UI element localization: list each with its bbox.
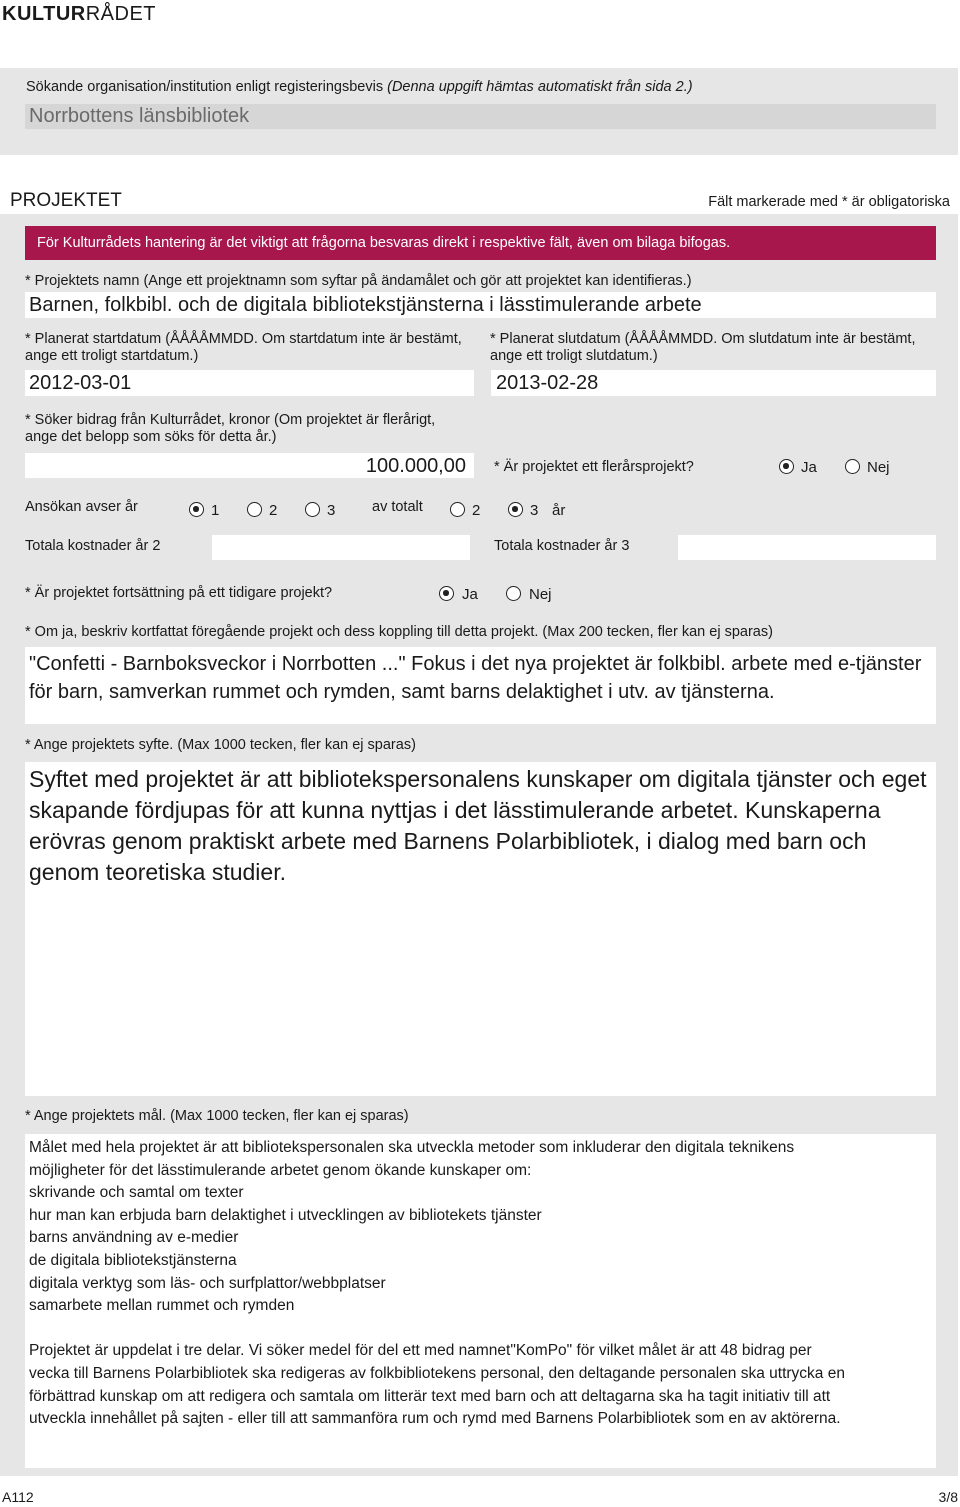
purpose-value: Syftet med projektet är att bibliotekspersonalens kunskaper om digitala tjänster och eget skapande fördjupas för att kunna nyttjas i det lässtimulerande arbetet. Kunskaperna erövras genom praktiskt arbete med Barnens Polarbibliotek, i dialog med barn och genom teoretiska studier.: [29, 766, 927, 885]
continuation-nej-label: Nej: [529, 586, 552, 603]
multiyear-nej-radio[interactable]: [845, 459, 860, 474]
goal-line: Målet med hela projektet är att bibliotekspersonalen ska utveckla metoder som inkluderar den digitala teknikens: [29, 1139, 795, 1156]
goal-text: [29, 1137, 934, 1431]
end-date-label: * Planerat slutdatum (ÅÅÅÅMMDD. Om slutdatum inte är bestämt, ange ett troligt slutdatum.): [490, 331, 916, 364]
goal-line: utveckla innehållet på sajten - eller till att sammanföra rum och rymd med Barnens Polarbibliotek som en av aktörerna.: [29, 1410, 841, 1428]
organisation-label-text: Sökande organisation/institution enligt registeringsbevis: [26, 79, 384, 95]
year-1-radio[interactable]: [189, 502, 204, 517]
cost-year3-label: Totala kostnader år 3: [494, 538, 630, 554]
organisation-label-note: (Denna uppgift hämtas automatiskt från sida 2.): [387, 79, 693, 95]
goal-line: samarbete mellan rummet och rymden: [29, 1297, 295, 1315]
goal-line: digitala verktyg som läs- och surfplattor/webbplatser: [29, 1274, 386, 1292]
goal-line: förbättrad kunskap om att redigera och samtala om litterär text med barn och att deltagarna ska ha tagit initiativ till att: [29, 1387, 831, 1405]
total-3-radio[interactable]: [508, 502, 523, 517]
purpose-label: * Ange projektets syfte. (Max 1000 tecken, fler kan ej sparas): [25, 737, 416, 753]
goal-line: vecka till Barnens Polarbibliotek ska redigeras av folkbibliotekens personal, den deltagande personalen ska uttrycka en: [29, 1364, 845, 1382]
info-banner: För Kulturrådets hantering är det viktigt att frågorna besvaras direkt i respektive fält, även om bilaga bifogas.: [25, 226, 936, 260]
continuation-ja-label: Ja: [462, 586, 478, 603]
total-years-label: av totalt: [372, 499, 423, 515]
multiyear-nej-label: Nej: [867, 459, 890, 476]
goal-line: [29, 1318, 934, 1341]
organisation-label: [26, 79, 946, 96]
multiyear-label: * Är projektet ett flerårsprojekt?: [494, 459, 694, 475]
project-name-label: * Projektets namn (Ange ett projektnamn som syftar på ändamålet och gör att projektet kan identifieras.): [25, 273, 692, 289]
required-note: Fält markerade med * är obligatoriska: [708, 194, 950, 210]
total-3-label: 3: [530, 502, 539, 519]
year-2-label: 2: [269, 502, 278, 519]
goal-line: Projektet är uppdelat i tre delar. Vi söker medel för del ett med namnet"KomPo" för vilket målet är att 48 bidrag per: [29, 1342, 812, 1360]
project-name-value: Barnen, folkbibl. och de digitala bibliotekstjänsterna i lässtimulerande arbete: [29, 294, 702, 316]
previous-project-value: "Confetti - Barnboksveckor i Norrbotten ..." Fokus i det nya projektet är folkbibl. arbete med e-tjänster för barn, samverkan rummet och rymden, samt barns delaktighet i utv. av tjänsterna.: [29, 653, 922, 703]
goal-label: * Ange projektets mål. (Max 1000 tecken, fler kan ej sparas): [25, 1108, 409, 1124]
organisation-value: Norrbottens länsbibliotek: [29, 105, 250, 127]
logo-part-radet: RÅDET: [85, 3, 157, 25]
year-2-radio[interactable]: [247, 502, 262, 517]
form-code: A112: [2, 1489, 34, 1505]
page-number: 3/8: [938, 1489, 958, 1505]
cost-year2-field[interactable]: [212, 535, 470, 560]
kulturradet-logo: [2, 4, 156, 24]
goal-line: hur man kan erbjuda barn delaktighet i utvecklingen av bibliotekets tjänster: [29, 1206, 542, 1224]
continuation-nej-radio[interactable]: [506, 586, 521, 601]
grant-value: 100.000,00: [365, 455, 466, 477]
cost-year3-field[interactable]: [678, 535, 936, 560]
continuation-label: * Är projektet fortsättning på ett tidigare projekt?: [25, 585, 333, 601]
section-title: PROJEKTET: [10, 190, 122, 211]
total-2-radio[interactable]: [450, 502, 465, 517]
cost-year2-label: Totala kostnader år 2: [25, 538, 161, 554]
year-3-radio[interactable]: [305, 502, 320, 517]
logo-part-kultur: KULTUR: [2, 3, 86, 25]
start-date-label: * Planerat startdatum (ÅÅÅÅMMDD. Om startdatum inte är bestämt, ange ett troligt startdatum.): [25, 331, 462, 364]
goal-line: barns användning av e-medier: [29, 1229, 239, 1247]
goal-line: skrivande och samtal om texter: [29, 1184, 244, 1202]
end-date-value: 2013-02-28: [496, 372, 599, 394]
years-unit-label: år: [552, 502, 566, 519]
start-date-value: 2012-03-01: [29, 372, 132, 394]
year-3-label: 3: [327, 502, 336, 519]
year-1-label: 1: [211, 502, 220, 519]
previous-project-label: * Om ja, beskriv kortfattat föregående projekt och dess koppling till detta projekt. (Max 200 tecken, fler kan ej sparas): [25, 624, 773, 640]
total-2-label: 2: [472, 502, 481, 519]
application-year-label: Ansökan avser år: [25, 499, 138, 515]
continuation-ja-radio[interactable]: [439, 586, 454, 601]
multiyear-ja-label: Ja: [801, 459, 817, 476]
goal-line: möjligheter för det lässtimulerande arbetet genom ökande kunskaper om:: [29, 1161, 532, 1179]
grant-label: * Söker bidrag från Kulturrådet, kronor (Om projektet är flerårigt, ange det belopp som söks för detta år.): [25, 412, 436, 445]
multiyear-ja-radio[interactable]: [779, 459, 794, 474]
goal-line: de digitala bibliotekstjänsterna: [29, 1251, 237, 1269]
